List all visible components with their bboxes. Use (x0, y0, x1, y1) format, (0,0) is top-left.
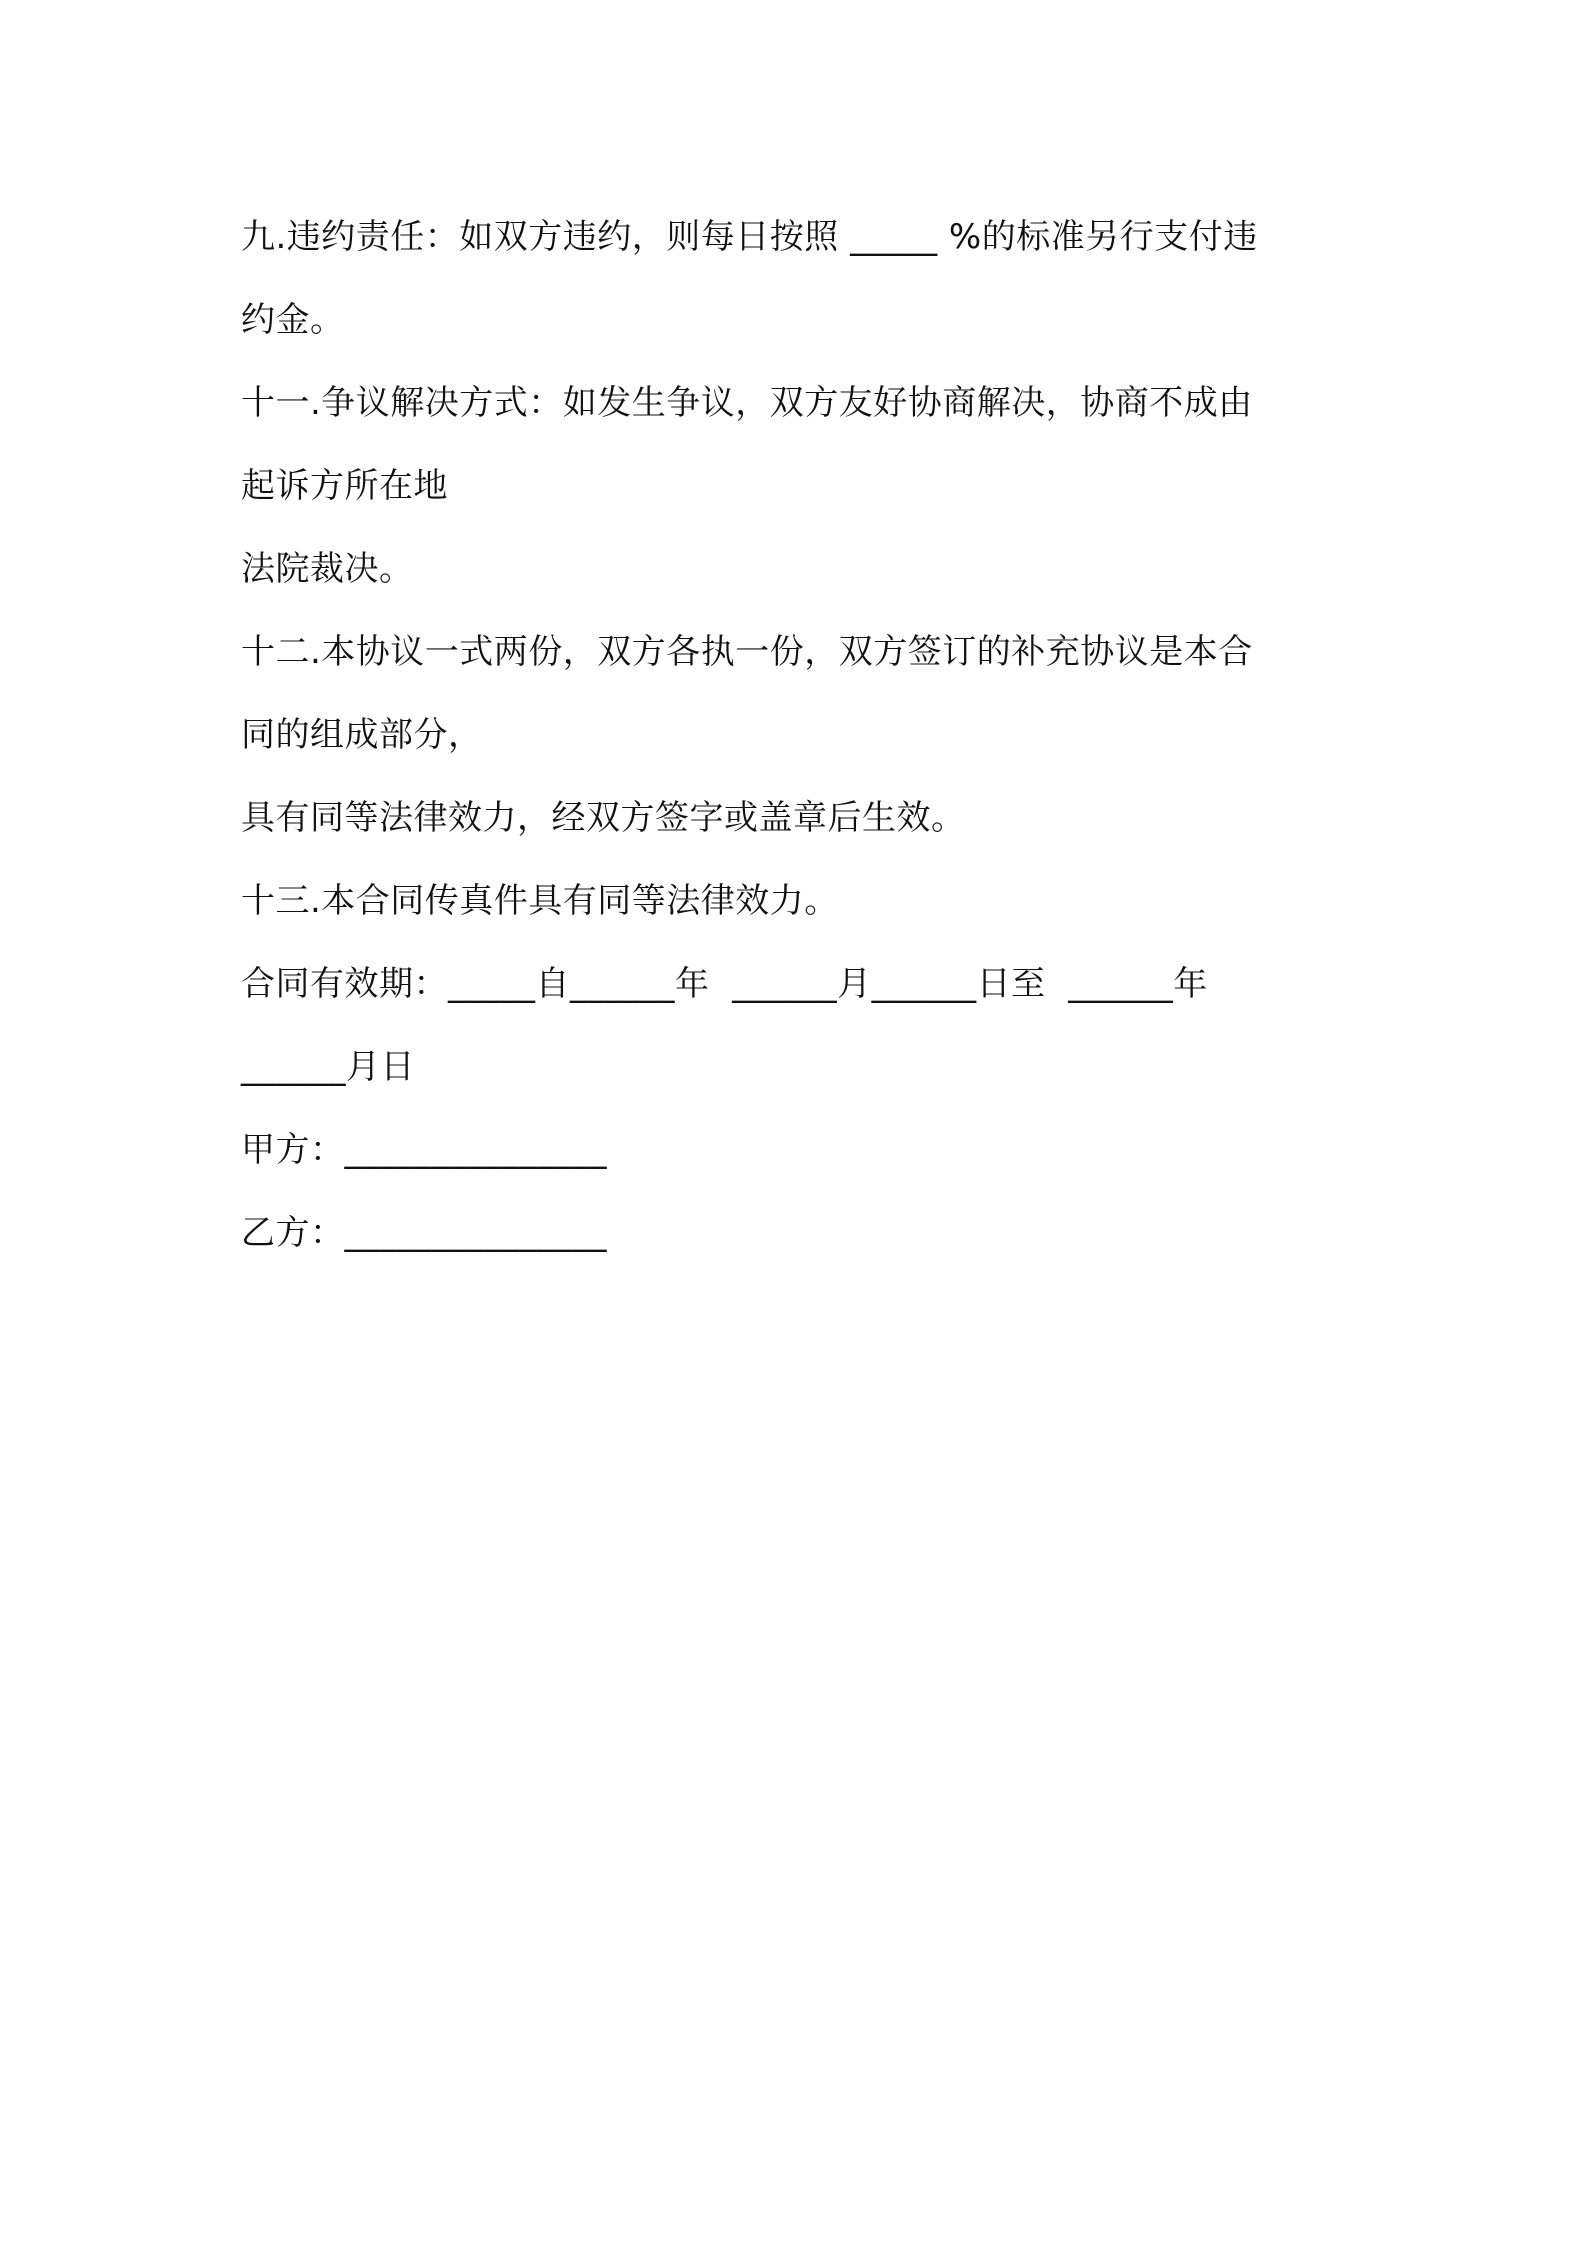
validity-period-line-1: 合同有效期：_____自______年 ______月______日至 ______年 (241, 964, 1208, 1004)
clause-11-line-2: 起诉方所在地 (241, 466, 448, 506)
clause-11-line-3: 法院裁决。 (241, 549, 414, 589)
clause-9-line-2: 约金。 (241, 300, 345, 340)
clause-13-line: 十三.本合同传真件具有同等法律效力。 (241, 881, 839, 921)
clause-11-line-1: 十一.争议解决方式：如发生争议，双方友好协商解决，协商不成由 (241, 383, 1253, 423)
party-b-signature-line: 乙方：_______________ (241, 1213, 607, 1253)
party-a-signature-line: 甲方：_______________ (241, 1130, 607, 1170)
clause-12-line-3: 具有同等法律效力，经双方签字或盖章后生效。 (241, 798, 966, 838)
clause-12-line-2: 同的组成部分， (241, 715, 483, 755)
clause-9-line-1: 九.违约责任：如双方违约，则每日按照 _____ %的标准另行支付违 (241, 217, 1258, 257)
document-body (241, 196, 1361, 1275)
validity-period-line-2: ______月日 (241, 1047, 415, 1087)
clause-12-line-1: 十二.本协议一式两份，双方各执一份，双方签订的补充协议是本合 (241, 632, 1253, 672)
